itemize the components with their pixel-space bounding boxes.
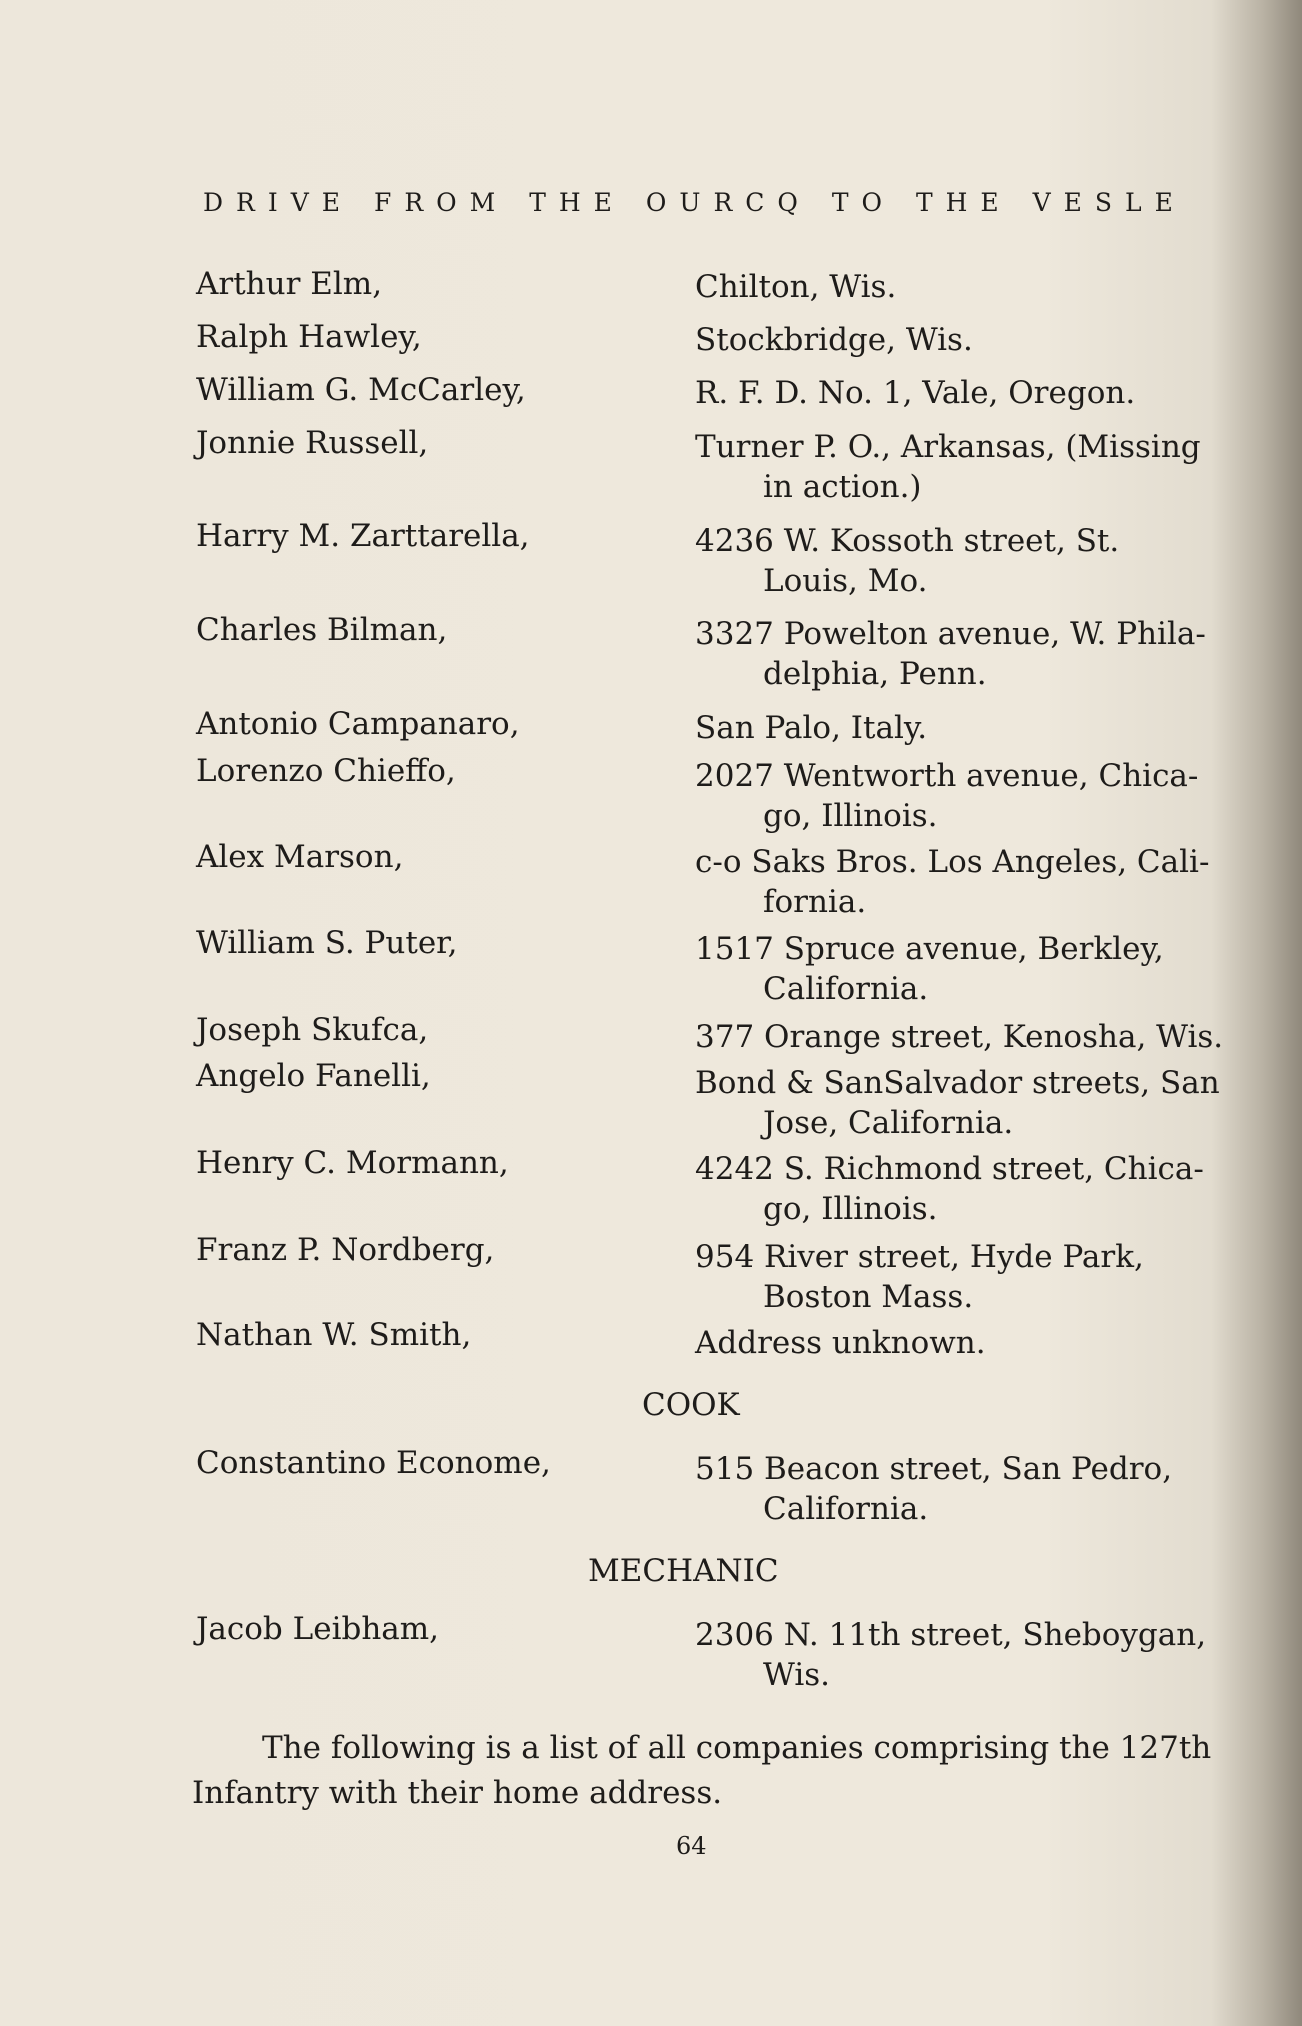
roster-address [695, 929, 1200, 1009]
roster-address [695, 756, 1200, 836]
roster-address [695, 1017, 1224, 1057]
address-line: Louis, Mo. [763, 563, 928, 599]
address-line: Bond & SanSalvador streets, San [695, 1065, 1220, 1101]
roster-name: Henry C. Mormann, [196, 1145, 509, 1181]
roster-name: Harry M. Zarttarella, [196, 518, 530, 554]
address-line: 4236 W. Kossoth street, St. [695, 523, 1120, 559]
address-line: Jose, California. [763, 1105, 1014, 1141]
address-line: go, Illinois. [763, 1191, 938, 1227]
roster-address [695, 708, 1200, 748]
roster-name: Charles Bilman, [196, 612, 448, 648]
paragraph-line: The following is a list of all companies comprising the 127th [262, 1730, 1212, 1766]
roster-address [695, 842, 1210, 922]
address-line: Address unknown. [695, 1325, 986, 1361]
roster-name: Jacob Leibham, [196, 1611, 440, 1647]
address-line: California. [763, 1491, 929, 1527]
roster-address [695, 320, 1200, 360]
roster-address [695, 1063, 1220, 1143]
address-line: 954 River street, Hyde Park, [695, 1239, 1144, 1275]
address-line: Boston Mass. [763, 1279, 974, 1315]
address-line: San Palo, Italy. [695, 710, 928, 746]
roster-name: Antonio Campanaro, [196, 706, 520, 742]
page-number: 64 [676, 1832, 707, 1860]
roster-name: Alex Marson, [196, 839, 404, 875]
roster-name: Franz P. Nordberg, [196, 1232, 495, 1268]
roster-name: Nathan W. Smith, [196, 1317, 472, 1353]
roster-name: Lorenzo Chieffo, [196, 753, 456, 789]
roster-address [695, 1449, 1200, 1529]
roster-name: Ralph Hawley, [196, 319, 422, 355]
roster-address [695, 1237, 1200, 1317]
address-line: Stockbridge, Wis. [695, 322, 973, 358]
address-line: in action.) [763, 469, 922, 505]
address-line: c-o Saks Bros. Los Angeles, Cali- [695, 844, 1210, 880]
address-line: go, Illinois. [763, 798, 938, 834]
roster-address [695, 1615, 1207, 1695]
address-line: Wis. [763, 1657, 830, 1693]
roster-name: Angelo Fanelli, [196, 1058, 431, 1094]
address-line: California. [763, 971, 929, 1007]
roster-address [695, 1323, 1200, 1363]
roster-name: Jonnie Russell, [196, 425, 429, 461]
roster-address [695, 1149, 1204, 1229]
roster-address [695, 373, 1200, 413]
address-line: 2306 N. 11th street, Sheboygan, [695, 1617, 1207, 1653]
paragraph-line: Infantry with their home address. [192, 1775, 723, 1811]
roster-address [695, 614, 1206, 694]
roster-name: William G. McCarley, [196, 372, 526, 408]
section-heading-cook: COOK [642, 1387, 740, 1423]
address-line: 377 Orange street, Kenosha, Wis. [695, 1019, 1224, 1055]
roster-name: Joseph Skufca, [196, 1012, 429, 1048]
address-line: delphia, Penn. [763, 656, 987, 692]
address-line: 515 Beacon street, San Pedro, [695, 1451, 1173, 1487]
address-line: 4242 S. Richmond street, Chica- [695, 1151, 1204, 1187]
address-line: Chilton, Wis. [695, 269, 897, 305]
roster-address [695, 427, 1200, 507]
closing-paragraph [192, 1726, 1212, 1816]
address-line: Turner P. O., Arkansas, (Missing [695, 429, 1201, 465]
address-line: 2027 Wentworth avenue, Chica- [695, 758, 1199, 794]
roster-address [695, 267, 1200, 307]
section-heading-mechanic: MECHANIC [588, 1553, 779, 1589]
roster-name: William S. Puter, [196, 925, 458, 961]
address-line: fornia. [763, 884, 867, 920]
address-line: R. F. D. No. 1, Vale, Oregon. [695, 375, 1136, 411]
roster-name: Constantino Econome, [196, 1445, 551, 1481]
address-line: 3327 Powelton avenue, W. Phila- [695, 616, 1206, 652]
roster-name: Arthur Elm, [196, 266, 383, 302]
running-head: DRIVE FROM THE OURCQ TO THE VESLE [203, 188, 1186, 217]
roster-address [695, 521, 1200, 601]
address-line: 1517 Spruce avenue, Berkley, [695, 931, 1164, 967]
